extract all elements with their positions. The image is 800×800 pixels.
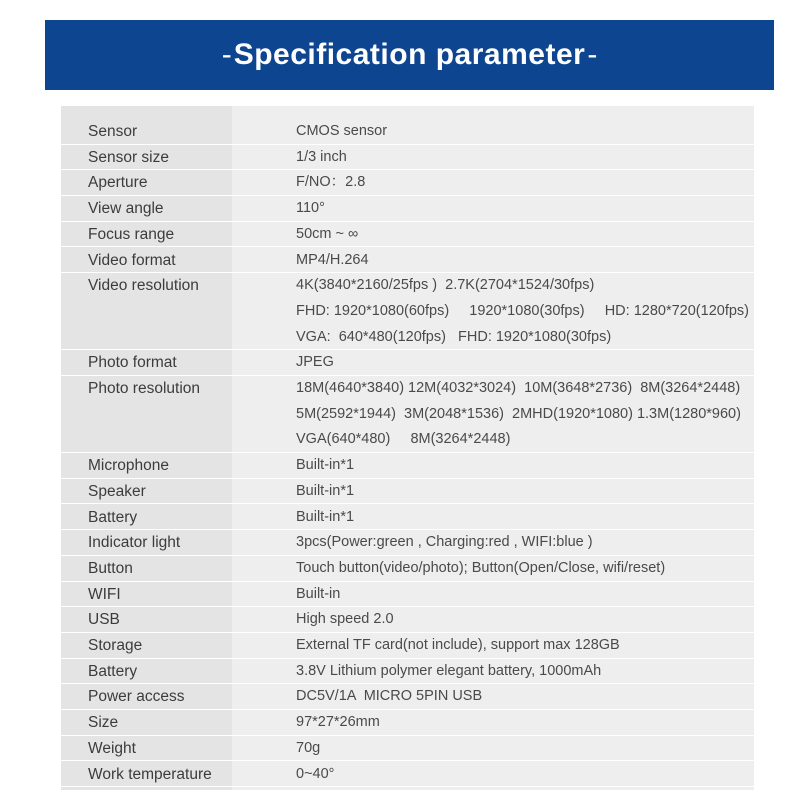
spec-label: WIFI (88, 585, 121, 603)
spec-row (61, 684, 754, 710)
spec-value-line: VGA: 640*480(120fps) FHD: 1920*1080(30fps) (296, 328, 612, 345)
spec-value (296, 196, 325, 222)
spec-label: Photo format (88, 354, 177, 372)
spec-value (296, 556, 665, 582)
spec-value-line: 1/3 inch (296, 148, 347, 165)
spec-value (296, 710, 380, 736)
spec-label: Battery (88, 508, 138, 526)
spec-row (61, 736, 754, 762)
spec-value-line: DC5V/1A MICRO 5PIN USB (296, 688, 483, 705)
spec-header-banner (45, 20, 774, 90)
spec-row (61, 453, 754, 479)
spec-label: Aperture (88, 174, 148, 192)
title-dash-right: - (587, 38, 598, 71)
title-dash-left: - (221, 38, 232, 71)
spec-value-line: FHD: 1920*1080(60fps) 1920*1080(30fps) HD: 1280*720(120fps) (296, 302, 749, 319)
spec-label: View angle (88, 200, 164, 218)
spec-label: Speaker (88, 482, 146, 500)
spec-value (296, 762, 334, 788)
spec-row (61, 119, 754, 145)
spec-row (61, 659, 754, 685)
spec-value-line: Built-in (296, 585, 341, 602)
spec-value (296, 222, 358, 248)
spec-row (61, 145, 754, 171)
spec-value-line: 97*27*26mm (296, 714, 380, 731)
spec-label: Power access (88, 688, 185, 706)
spec-value (296, 453, 354, 479)
spec-row (61, 505, 754, 531)
spec-value (296, 248, 369, 274)
spec-value-line: 3.8V Lithium polymer elegant battery, 1000mAh (296, 662, 602, 679)
spec-label: Sensor (88, 123, 138, 140)
spec-label: Focus range (88, 225, 175, 243)
spec-row (61, 556, 754, 582)
spec-value (296, 607, 394, 633)
spec-value (296, 119, 387, 145)
spec-row (61, 762, 754, 788)
spec-row (61, 170, 754, 196)
spec-label: Work temperature (88, 765, 212, 783)
spec-row (61, 350, 754, 376)
spec-row (61, 607, 754, 633)
spec-value-line: 70g (296, 739, 321, 756)
spec-value-line: Touch button(video/photo); Button(Open/Close, wifi/reset) (296, 559, 666, 576)
spec-value (296, 479, 354, 505)
spec-row (61, 633, 754, 659)
spec-value (296, 145, 347, 171)
spec-label: Microphone (88, 457, 169, 475)
spec-value (296, 684, 482, 710)
spec-value-line: F/NO：2.8 (296, 174, 366, 191)
spec-value (296, 273, 749, 350)
spec-value-line: Built-in*1 (296, 457, 355, 474)
spec-label: Button (88, 559, 133, 577)
spec-value-line: JPEG (296, 354, 334, 371)
spec-value-line: 18M(4640*3840) 12M(4032*3024) 10M(3648*2736) 8M(3264*2448) (296, 380, 741, 396)
spec-row (61, 710, 754, 736)
spec-value (296, 582, 340, 608)
spec-label: USB (88, 611, 120, 629)
spec-label: Video format (88, 251, 176, 269)
spec-label: Weight (88, 739, 136, 757)
spec-value (296, 376, 741, 453)
spec-row (61, 222, 754, 248)
spec-row (61, 582, 754, 608)
spec-value (296, 659, 601, 685)
spec-table (61, 106, 754, 790)
spec-label: Sensor size (88, 148, 169, 166)
spec-value-line: 50cm ~ ∞ (296, 225, 359, 242)
spec-value (296, 633, 620, 659)
spec-row (61, 273, 754, 350)
spec-value-line: External TF card(not include), support max 128GB (296, 637, 620, 653)
spec-value-line: 110° (296, 200, 325, 217)
page-title: Specification parameter (233, 38, 586, 71)
spec-value-line: CMOS sensor (296, 123, 388, 139)
spec-label: Video resolution (88, 277, 199, 295)
spec-row (61, 530, 754, 556)
spec-value-line: High speed 2.0 (296, 611, 394, 628)
spec-value-line: Built-in*1 (296, 482, 355, 499)
spec-label: Indicator light (88, 534, 181, 552)
spec-value-line: 5M(2592*1944) 3M(2048*1536) 2MHD(1920*1080) 1.3M(1280*960) (296, 405, 741, 422)
spec-row (61, 248, 754, 274)
spec-label: Size (88, 714, 119, 732)
spec-value-line: VGA(640*480) 8M(3264*2448) (296, 431, 511, 448)
spec-value-line: 3pcs(Power:green , Charging:red , WIFI:blue ) (296, 534, 593, 551)
spec-label: Battery (88, 662, 138, 680)
spec-label: Storage (88, 637, 143, 654)
spec-value (296, 170, 365, 196)
spec-value-line: 0~40° (296, 765, 335, 782)
spec-row (61, 479, 754, 505)
spec-value (296, 530, 593, 556)
spec-value (296, 505, 354, 531)
spec-label: Photo resolution (88, 380, 201, 397)
spec-row (61, 376, 754, 453)
spec-value-line: 4K(3840*2160/25fps ) 2.7K(2704*1524/30fps) (296, 277, 595, 294)
spec-row (61, 196, 754, 222)
spec-value (296, 736, 320, 762)
spec-value-line: Built-in*1 (296, 508, 355, 525)
spec-value-line: MP4/H.264 (296, 251, 369, 268)
spec-value (296, 350, 334, 376)
